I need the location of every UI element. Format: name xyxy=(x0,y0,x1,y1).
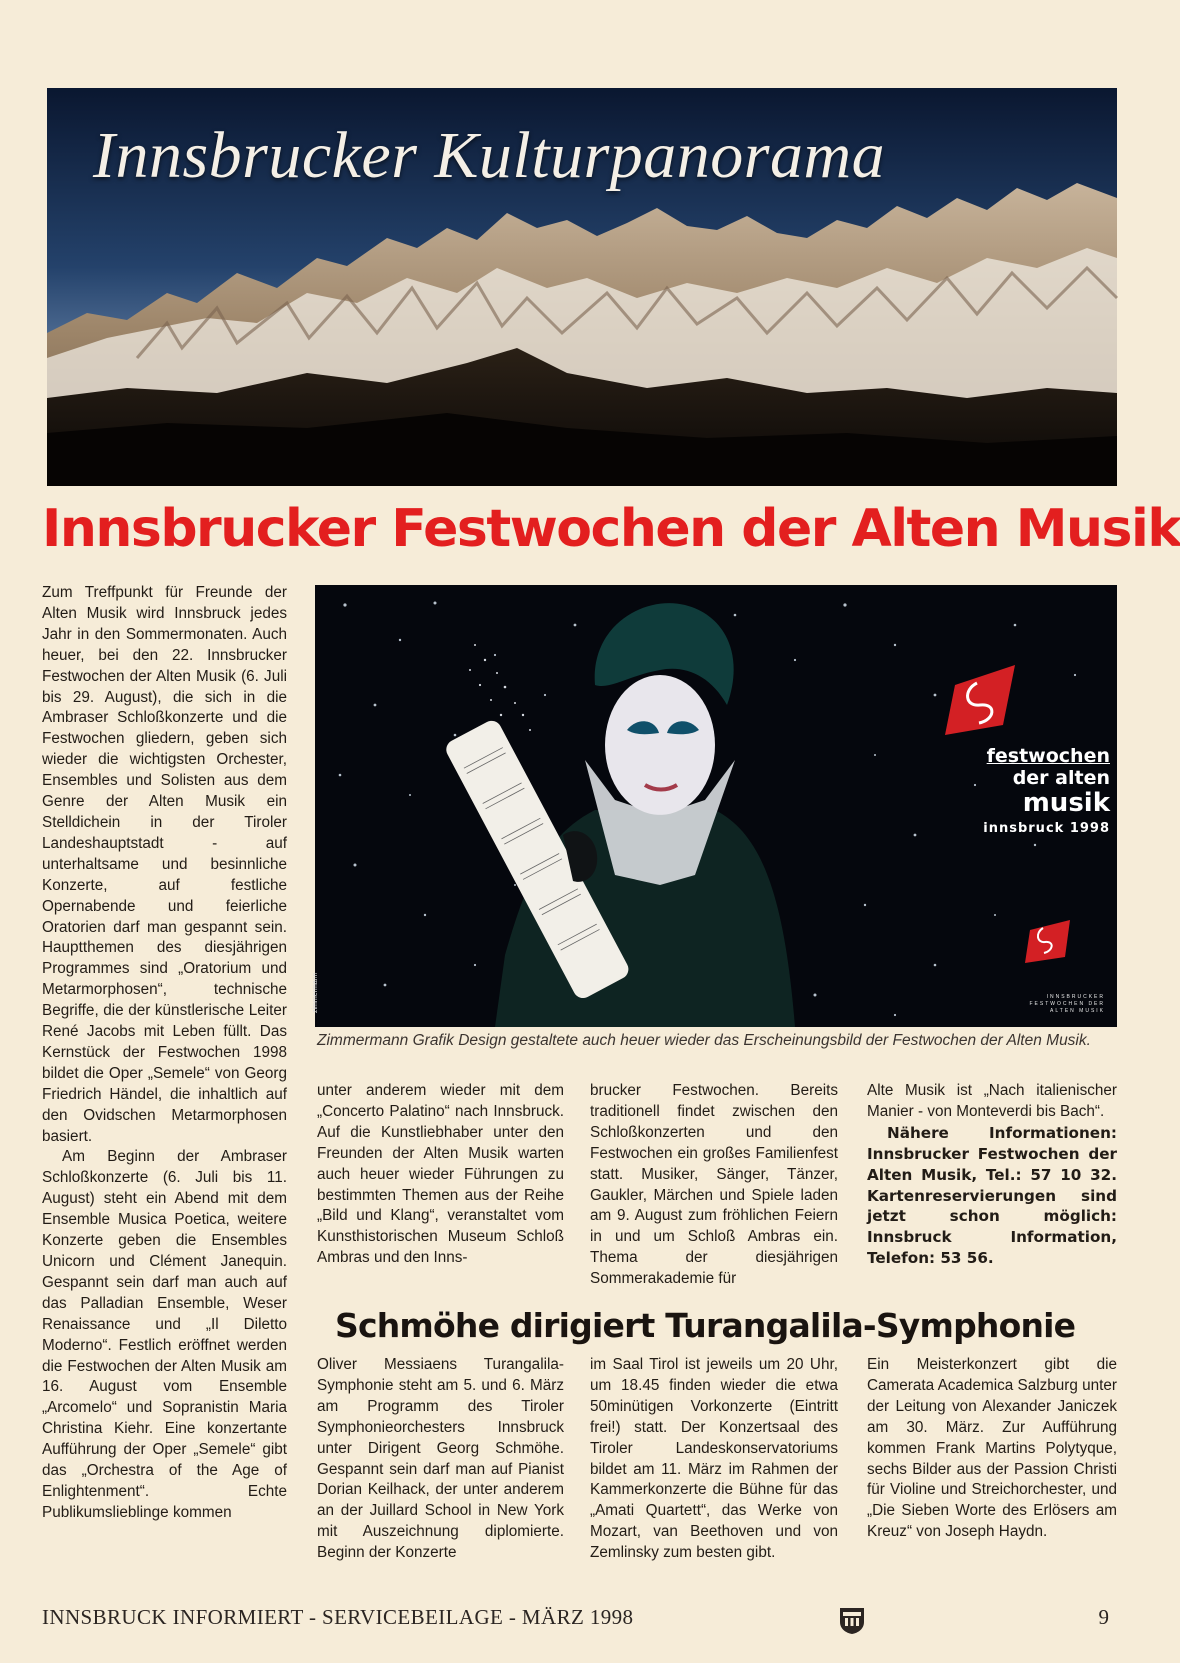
article-column-3 xyxy=(590,1081,838,1290)
logo-text-year: innsbruck 1998 xyxy=(983,821,1110,836)
paragraph: im Saal Tirol ist jeweils um 20 Uhr, um 18.45 finden wieder die etwa 50minütigen Vorkonzerte (Eintritt frei!) statt. Der Konzertsaal des Tiroler Landeskonservatoriums bildet am 11. März im Rahmen der Kammerkonzerte die Bühne für das „Amati Quartett“, das Werke von Mozart, van Beethoven und von Zemlinsky zum besten gibt. xyxy=(590,1356,838,1562)
article-column-5 xyxy=(317,1355,564,1564)
logo-text-der-alten: der alten xyxy=(1012,767,1110,789)
paragraph: Am Beginn der Ambraser Schloßkonzerte (6. Juli bis 11. August) steht ein Abend mit dem Ensemble Musica Poetica, weitere Konzerte geben die Ensembles Unicorn und Clément Janequin. Gespannt sein darf man auch auf das Palladian Ensemble, Weser Renaissance und „Il Diletto Moderno“. Festlich eröffnet werden die Festwochen der Alten Musik am 16. August vom Ensemble „Arcomelo“ und Sopranistin Maria Christina Kiehr. Eine konzertante Aufführung der Oper „Semele“ gibt das „Orchestra of the Age of Enlightenment“. Echte Publikumslieblinge kommen xyxy=(42,1148,287,1521)
article-column-4 xyxy=(867,1081,1117,1269)
main-headline: Innsbrucker Festwochen der Alten Musik xyxy=(42,499,1180,559)
festival-poster-photo xyxy=(312,585,1117,1027)
paragraph: Alte Musik ist „Nach italienischer Manier - von Monteverdi bis Bach“. xyxy=(867,1082,1117,1120)
article-column-2 xyxy=(317,1081,564,1269)
paragraph: unter anderem wieder mit dem „Concerto Palatino“ nach Innsbruck. Auf die Kunstliebhaber unter den Freunden der Alten Musik warten auch heuer wieder Führungen zu bestimmten Themen aus der Reihe „Bild und Klang“, veranstaltet vom Kunsthistorischen Museum Schloß Ambras und den Inns- xyxy=(317,1082,564,1267)
mountain-banner xyxy=(47,88,1117,486)
secondary-headline: Schmöhe dirigiert Turangalila-Symphonie xyxy=(335,1306,1076,1345)
photo-credit: zimmermann xyxy=(312,972,319,1013)
paragraph: brucker Festwochen. Bereits traditionell findet zwischen den Schloßkonzerten und den Festwochen ein großes Familienfest statt. Musiker, Sänger, Tänzer, Gaukler, Märchen und Spiele laden am 9. August zum fröhlichen Feiern in und um Schloß Ambras ein. Thema der diesjährigen Sommerakademie für xyxy=(590,1082,838,1288)
article-column-1 xyxy=(42,583,287,1566)
article-column-6 xyxy=(590,1355,838,1564)
logo-text-festwochen: festwochen xyxy=(986,745,1110,767)
page-footer xyxy=(42,1605,1117,1635)
paragraph: Zum Treffpunkt für Freunde der Alten Musik wird Innsbruck jedes Jahr in den Sommermonaten. Auch heuer, bei den 22. Innsbrucker Festwochen der Alten Musik (6. Juli bis 29. August), die sich in die Ambraser Schloßkonzerte und die Festwochen gliedern, geben sich wieder die wichtigsten Orchester, Ensembles und Solisten aus dem Genre der Alten Musik ein Stelldichein in der Tiroler Landeshauptstadt - auf unterhaltsame und besinnliche Konzerte, auf festliche Opernabende und feierliche Oratorien darf man gespannt sein. Hauptthemen des diesjährigen Programmes sind „Oratorium und Metarmorphosen“, technische Begriffe, die der künstlerische Leiter René Jacobs mit Leben füllt. Das Kernstück der Festwochen 1998 bildet die Oper „Semele“ von Georg Friedrich Händel, die inhaltlich auf den Ovidschen Metarmorphosen basiert. xyxy=(42,584,287,1145)
page-number: 9 xyxy=(1098,1605,1109,1629)
paragraph: Ein Meisterkonzert gibt die Camerata Academica Salzburg unter der Leitung von Alexander Janiczek am 30. März. Zur Aufführung kommen Frank Martins Polytyque, sechs Bilder aus der Passion Christi für Violine und Streichorchester, und „Die Sieben Worte des Erlösers am Kreuz“ von Joseph Haydn. xyxy=(867,1356,1117,1541)
festival-logo xyxy=(960,745,1110,836)
photo-caption: Zimmermann Grafik Design gestaltete auch heuer wieder das Erscheinungsbild der Festwochen der Alten Musik. xyxy=(317,1032,1091,1049)
paragraph: Oliver Messiaens Turangalila-Symphonie steht am 5. und 6. März am Programm des Tiroler Symphonieorchesters Innsbruck unter Dirigent Georg Schmöhe. Gespannt sein darf man auf Pianist Dorian Keilhack, der unter anderem an der Juillard School in New York mit Auszeichnung diplomierte. Beginn der Konzerte xyxy=(317,1356,564,1562)
footer-publication: INNSBRUCK INFORMIERT - SERVICEBEILAGE - MÄRZ 1998 xyxy=(42,1605,634,1629)
contact-info: Nähere Informationen: Innsbrucker Festwochen der Alten Musik, Tel.: 57 10 32. Kartenreservierungen sind jetzt schon möglich: Innsbruck Information, Telefon: 53 56. xyxy=(867,1123,1117,1268)
city-coat-of-arms-icon xyxy=(837,1605,867,1635)
article-column-7 xyxy=(867,1355,1117,1543)
small-festival-logo-text: INNSBRUCKER FESTWOCHEN DER ALTEN MUSIK xyxy=(1029,994,1105,1014)
logo-text-musik: musik xyxy=(1022,788,1110,818)
banner-title: Innsbrucker Kulturpanorama xyxy=(93,119,886,192)
